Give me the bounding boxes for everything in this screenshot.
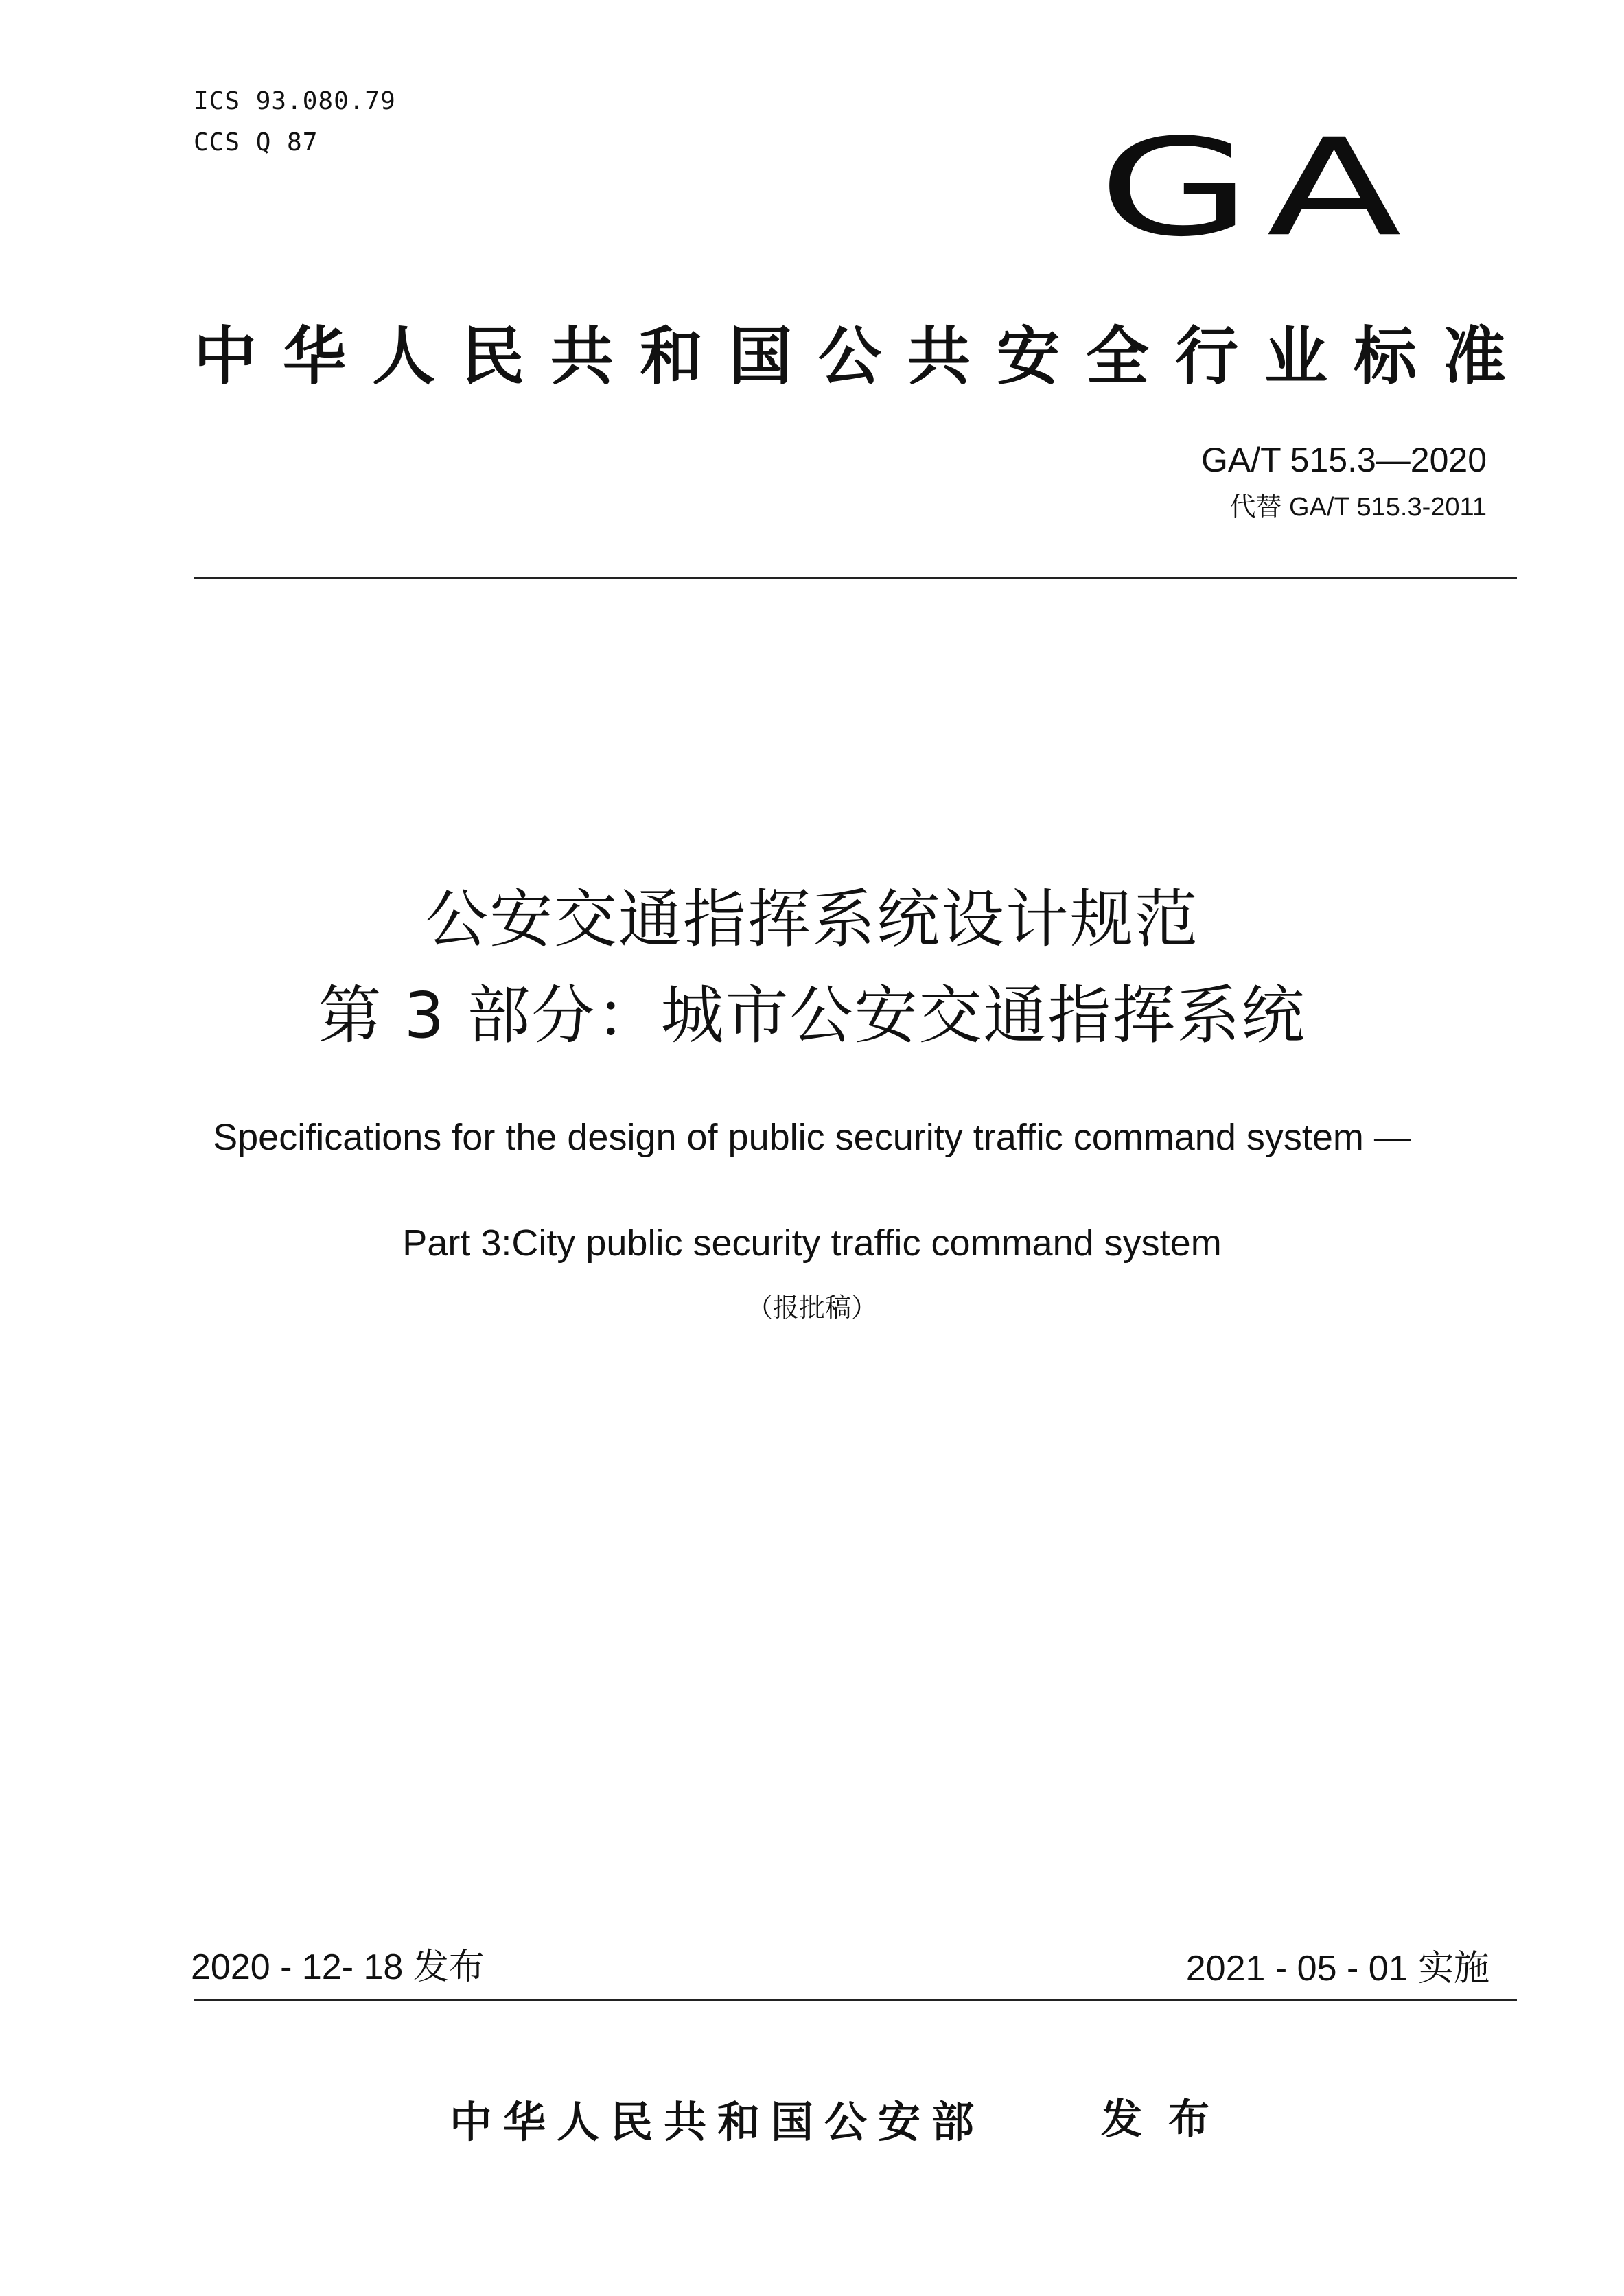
english-title-line-2: Part 3:City public security traffic command system — [402, 1222, 1222, 1264]
classification-codes — [194, 81, 396, 163]
top-divider — [194, 577, 1517, 579]
implementation-date: 2021 - 05 - 01 实施 — [1185, 1949, 1489, 1988]
bottom-divider — [194, 1999, 1517, 2001]
chinese-title-line-1: 公安交通指挥系统设计规范 — [424, 883, 1199, 956]
publish-label: 发布 — [1101, 2096, 1236, 2144]
draft-status-note: （报批稿） — [746, 1292, 877, 1323]
publisher-name: 中华人民共和国公安部 — [450, 2097, 986, 2147]
standard-category-title: 中华人民共和国公共安全行业标准 — [194, 320, 1533, 393]
ccs-code: CCS Q 87 — [194, 128, 318, 156]
english-title-line-1: Specifications for the design of public security traffic command system — — [213, 1117, 1411, 1158]
replaces-standard: 代替 GA/T 515.3-2011 — [1229, 493, 1487, 522]
chinese-title-line-2: 第 3 部分：城市公安交通指挥系统 — [318, 979, 1306, 1052]
ga-logo: GA — [1098, 111, 1417, 267]
standard-code: GA/T 515.3—2020 — [1200, 441, 1487, 479]
ics-code: ICS 93.080.79 — [194, 87, 396, 115]
issue-date: 2020 - 12- 18 发布 — [191, 1947, 485, 1987]
